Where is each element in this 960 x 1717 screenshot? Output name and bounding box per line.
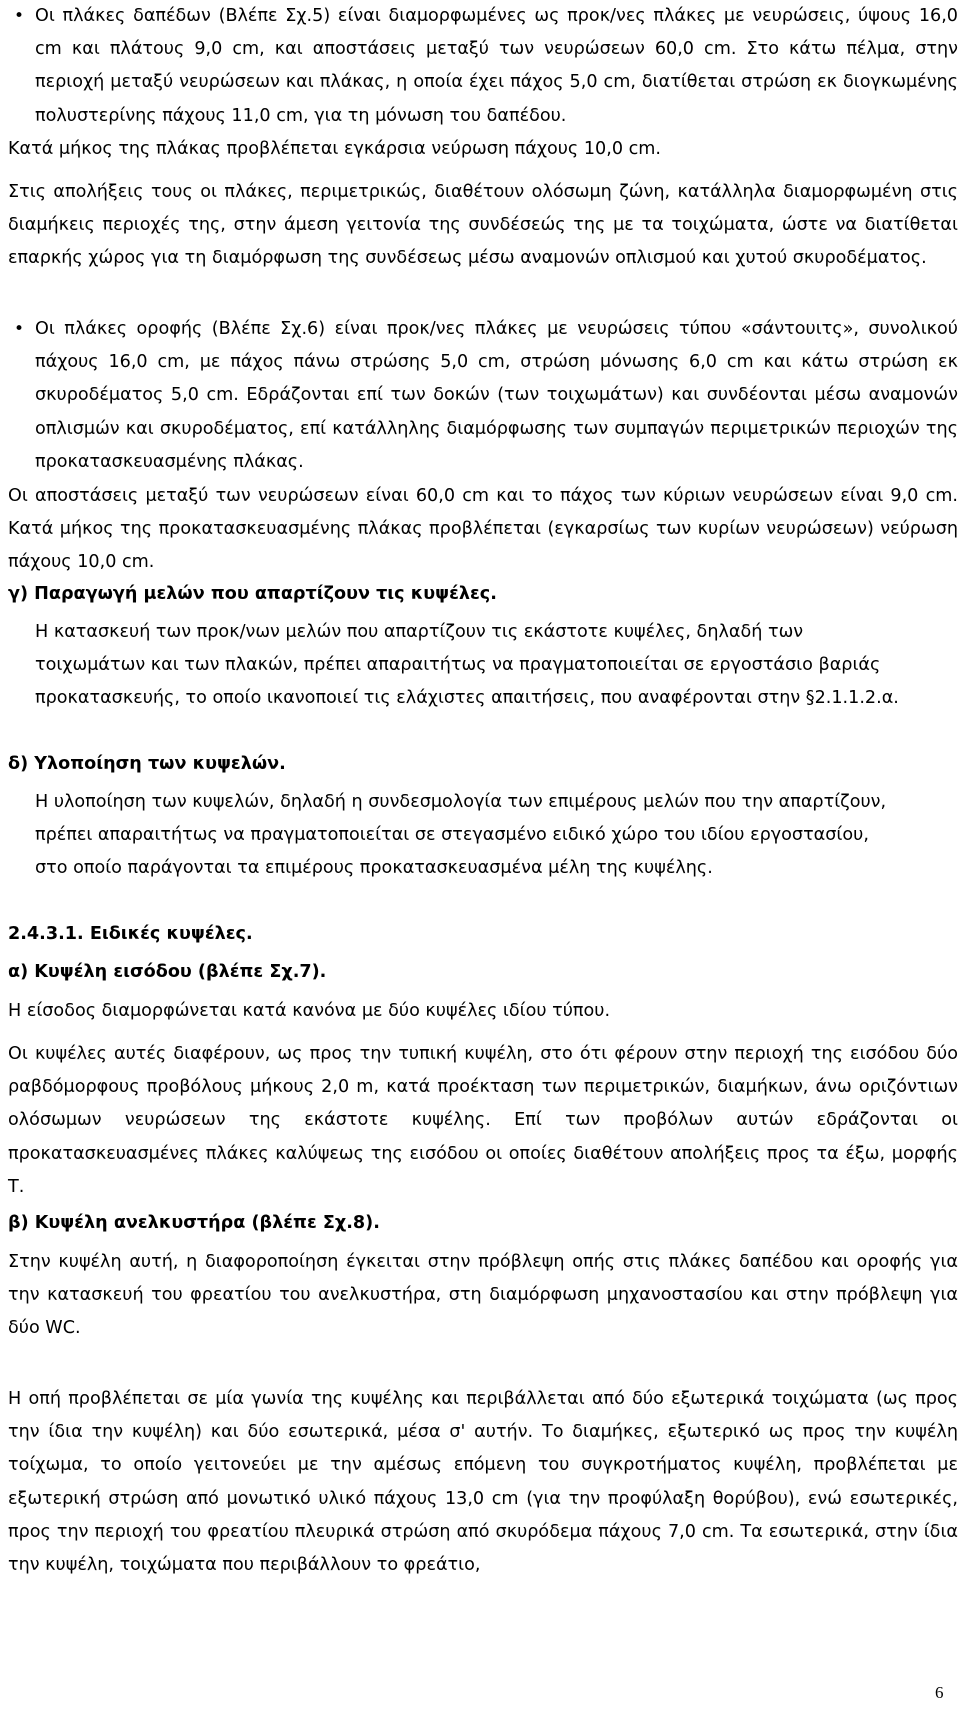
paragraph-slab-ends: Στις απολήξεις τους οι πλάκες, περιμετρικώς, διαθέτουν ολόσωμη ζώνη, κατάλληλα διαμορφωμένη στις διαμήκεις περιοχές της, στην άμεση γειτονία της συνδέσεώς της με τα τοιχώματα, ώστε να διατίθεται επαρκής χώρος για τη διαμόρφωση της συνδέσεως μέσω αναμονών οπλισμού και χυτού σκυροδέματος.	[8, 182, 958, 269]
paragraph-implementation: Η υλοποίηση των κυψελών, δηλαδή η συνδεσμολογία των επιμέρους μελών που την απαρτίζουν, πρέπει απαραιτήτως να πραγματοποιείται σε στεγασμένο ειδικό χώρο του ιδίου εργοστασίου, στο οποίο παράγονται τα επιμέρους προκατασκευασμένα μέλη της κυψέλης.	[35, 792, 887, 879]
paragraph-floor-slabs: Οι πλάκες δαπέδων (Βλέπε Σχ.5) είναι διαμορφωμένες ως προκ/νες πλάκες με νευρώσεις, ύψους 16,0 cm και πλάτους 9,0 cm, και αποστάσεις μεταξύ των νευρώσεων 60,0 cm. Στο κάτω πέλμα, στην περιοχή μεταξύ νευρώσεων και πλάκας, η οποία έχει πάχος 5,0 cm, διατίθεται στρώση εκ διογκωμένης πολυστερίνης πάχους 11,0 cm, για τη μόνωση του δαπέδου.	[35, 6, 958, 126]
paragraph-elevator-cell: Στην κυψέλη αυτή, η διαφοροποίηση έγκειται στην πρόβλεψη οπής στις πλάκες δαπέδου και οροφής για την κατασκευή του φρεατίου του ανελκυστήρα, στη διαμόρφωση μηχανοστασίου και στην πρόβλεψη για δύο WC.	[8, 1252, 958, 1339]
paragraph-production: Η κατασκευή των προκ/νων μελών που απαρτίζουν τις εκάστοτε κυψέλες, δηλαδή των τοιχωμάτων και των πλακών, πρέπει απαραιτήτως να πραγματοποιείται σε εργοστάσιο βαριάς προκατασκευής, το οποίο ικανοποιεί τις ελάχιστες απαιτήσεις, που αναφέρονται στην §2.1.1.2.α.	[35, 622, 899, 709]
paragraph-entrance-intro: Η είσοδος διαμορφώνεται κατά κανόνα με δύο κυψέλες ιδίου τύπου.	[8, 1001, 611, 1021]
paragraph-transverse-rib: Κατά μήκος της πλάκας προβλέπεται εγκάρσια νεύρωση πάχους 10,0 cm.	[8, 139, 662, 159]
heading-implementation: δ) Υλοποίηση των κυψελών.	[8, 754, 286, 774]
page-number: 6	[935, 1683, 944, 1702]
heading-entrance-cell: α) Κυψέλη εισόδου (βλέπε Σχ.7).	[8, 962, 327, 982]
heading-special-cells: 2.4.3.1. Ειδικές κυψέλες.	[8, 924, 253, 944]
bullet-marker: •	[14, 6, 25, 26]
heading-production: γ) Παραγωγή μελών που απαρτίζουν τις κυψέλες.	[8, 584, 497, 604]
bullet-marker: •	[14, 319, 25, 339]
paragraph-rib-distances: Οι αποστάσεις μεταξύ των νευρώσεων είναι 60,0 cm και το πάχος των κύριων νευρώσεων είναι 9,0 cm. Κατά μήκος της προκατασκευασμένης πλάκας προβλέπεται (εγκαρσίως των κυρίων νευρώσεων) νεύρωση πάχους 10,0 cm.	[8, 486, 958, 573]
heading-elevator-cell: β) Κυψέλη ανελκυστήρα (βλέπε Σχ.8).	[8, 1213, 380, 1233]
paragraph-entrance-cells: Οι κυψέλες αυτές διαφέρουν, ως προς την τυπική κυψέλη, στο ότι φέρουν στην περιοχή της εισόδου δύο ραβδόμορφους προβόλους μήκους 2,0 m, κατά προέκταση των περιμετρικών, διαμήκων, άνω οριζόντιων ολόσωμων νευρώσεων της εκάστοτε κυψέλης. Επί των προβόλων αυτών εδράζονται οι προκατασκευασμένες πλάκες καλύψεως της εισόδου οι οποίες διαθέτουν απολήξεις προς τα έξω, μορφής Τ.	[8, 1044, 958, 1197]
paragraph-roof-slabs: Οι πλάκες οροφής (Βλέπε Σχ.6) είναι προκ/νες πλάκες με νευρώσεις τύπου «σάντουιτς», συνολικού πάχους 16,0 cm, με πάχος πάνω στρώσης 5,0 cm, στρώση μόνωσης 6,0 cm και κάτω στρώση εκ σκυροδέματος 5,0 cm. Εδράζονται επί των δοκών (των τοιχωμάτων) και συνδέονται μέσω αναμονών οπλισμών και σκυροδέματος, επί κατάλληλης διαμόρφωσης των συμπαγών περιμετρικών περιοχών της προκατασκευασμένης πλάκας.	[35, 319, 958, 472]
paragraph-shaft-opening: Η οπή προβλέπεται σε μία γωνία της κυψέλης και περιβάλλεται από δύο εξωτερικά τοιχώματα (ως προς την ίδια την κυψέλη) και δύο εσωτερικά, μέσα σ' αυτήν. Το διαμήκες, εξωτερικό ως προς την κυψέλη τοίχωμα, το οποίο γειτονεύει με την αμέσως επόμενη του συγκροτήματος κυψέλη, προβλέπεται με εξωτερική στρώση από μονωτικό υλικό πάχους 13,0 cm (για την προφύλαξη θορύβου), ενώ εσωτερικές, προς την περιοχή του φρεατίου πλευρικά στρώση από σκυρόδεμα πάχους 7,0 cm. Τα εσωτερικά, στην ίδια την κυψέλη, τοιχώματα που περιβάλλουν το φρεάτιο,	[8, 1389, 958, 1576]
